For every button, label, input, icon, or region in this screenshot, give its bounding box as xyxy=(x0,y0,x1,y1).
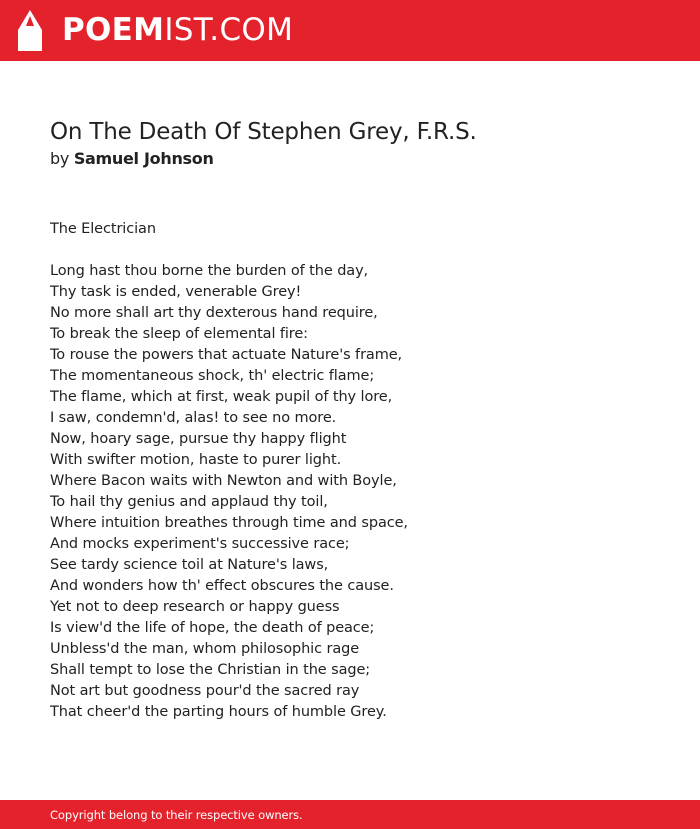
poem-line: Not art but goodness pour'd the sacred ray xyxy=(50,683,360,699)
poem-line: Now, hoary sage, pursue thy happy flight xyxy=(50,431,347,447)
poem-line: Unbless'd the man, whom philosophic rage xyxy=(50,641,360,657)
poem-line: Long hast thou borne the burden of the day, xyxy=(50,263,369,279)
poem-line: Thy task is ended, venerable Grey! xyxy=(50,284,302,300)
site-footer xyxy=(0,800,700,829)
poem-line: The flame, which at first, weak pupil of thy lore, xyxy=(50,389,393,405)
poem-subtitle: The Electrician xyxy=(50,221,156,237)
poem-line: Yet not to deep research or happy guess xyxy=(50,599,340,615)
poem-line: I saw, condemn'd, alas! to see no more. xyxy=(50,410,337,426)
poem-lines xyxy=(50,261,408,723)
pencil-tip-icon[interactable] xyxy=(18,10,42,51)
copyright-text: Copyright belong to their respective owners. xyxy=(50,808,303,822)
poem-line: The momentaneous shock, th' electric flame; xyxy=(50,368,375,384)
poem-line: Where intuition breathes through time and space, xyxy=(50,515,408,531)
byline xyxy=(50,149,214,169)
poem-line: Shall tempt to lose the Christian in the sage; xyxy=(50,662,371,678)
poem-line: To hail thy genius and applaud thy toil, xyxy=(50,494,328,510)
poem-line: To break the sleep of elemental fire: xyxy=(50,326,308,342)
logo-bold-text: POEM xyxy=(62,12,165,48)
poem-line: No more shall art thy dexterous hand require, xyxy=(50,305,378,321)
poem-line: Where Bacon waits with Newton and with Boyle, xyxy=(50,473,397,489)
poem-line: And wonders how th' effect obscures the cause. xyxy=(50,578,394,594)
by-label: by xyxy=(50,149,74,168)
logo-light-text: IST.COM xyxy=(164,12,294,48)
poem-line: And mocks experiment's successive race; xyxy=(50,536,350,552)
site-logo[interactable] xyxy=(62,11,293,49)
poem-line: That cheer'd the parting hours of humble Grey. xyxy=(50,704,387,720)
poem-line: See tardy science toil at Nature's laws, xyxy=(50,557,329,573)
author-name: Samuel Johnson xyxy=(73,149,214,168)
poem-title: On The Death Of Stephen Grey, F.R.S. xyxy=(50,119,477,145)
poem-line: Is view'd the life of hope, the death of peace; xyxy=(50,620,375,636)
poem-body xyxy=(50,219,408,723)
poem-line: To rouse the powers that actuate Nature's frame, xyxy=(50,347,403,363)
site-header xyxy=(0,0,700,61)
poem-line: With swifter motion, haste to purer light. xyxy=(50,452,342,468)
